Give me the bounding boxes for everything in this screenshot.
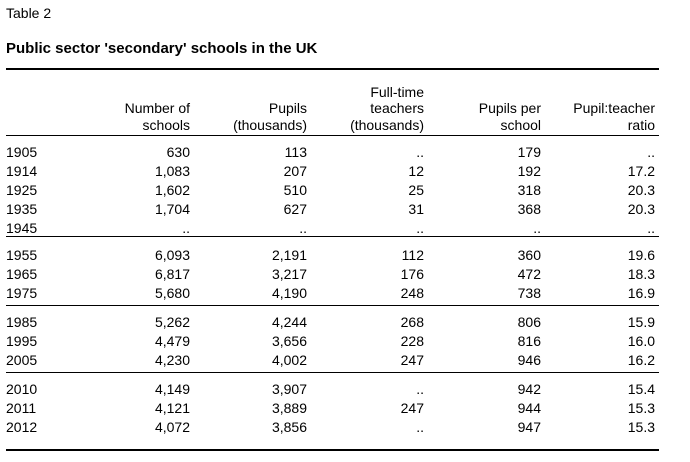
value-cell: 627 [283,201,307,217]
value-cell: 16.2 [627,352,655,368]
value-cell: 630 [166,144,190,160]
top-rule [6,68,659,70]
year-cell: 1945 [6,220,38,236]
value-cell: 25 [408,182,424,198]
value-cell: 944 [517,400,541,416]
value-cell: 738 [517,285,541,301]
year-cell: 1914 [6,163,38,179]
header-line: Full-time [370,83,424,100]
year-cell: 1965 [6,266,38,282]
value-cell: 4,479 [154,333,190,349]
value-cell: 6,817 [154,266,190,282]
year-cell: 1935 [6,201,38,217]
year-cell: 1925 [6,182,38,198]
value-cell: .. [416,220,424,236]
bottom-rule [6,449,659,451]
header-pupils-per-school [431,81,541,133]
value-cell: 4,244 [271,314,307,330]
header-line: school [500,116,541,133]
header-line: teachers [370,100,424,116]
header-line: (thousands) [233,116,307,133]
header-full-time-teachers [314,81,424,133]
value-cell: 1,704 [154,201,190,217]
table-label: Table 2 [6,5,52,21]
header-pupil-teacher-ratio [545,81,655,133]
value-cell: 112 [401,247,424,263]
value-cell: 947 [517,419,541,435]
value-cell: 20.3 [627,201,655,217]
value-cell: 816 [517,333,541,349]
group-divider [6,372,659,373]
value-cell: 247 [400,400,424,416]
header-line: (thousands) [350,116,424,133]
value-cell: 19.6 [627,247,655,263]
value-cell: .. [533,220,541,236]
value-cell: .. [299,220,307,236]
value-cell: 17.2 [627,163,655,179]
year-cell: 2010 [6,381,38,397]
value-cell: 1,602 [154,182,190,198]
value-cell: 472 [517,266,541,282]
value-cell: .. [647,144,655,160]
value-cell: 4,149 [154,381,190,397]
value-cell: 113 [284,144,307,160]
value-cell: 4,230 [154,352,190,368]
value-cell: 6,093 [154,247,190,263]
value-cell: 806 [517,314,541,330]
value-cell: 248 [400,285,424,301]
value-cell: 192 [517,163,541,179]
value-cell: 946 [517,352,541,368]
header-line: Number of [124,100,190,116]
year-cell: 2011 [6,400,37,416]
value-cell: 15.3 [627,400,655,416]
value-cell: 3,656 [271,333,307,349]
value-cell: 510 [283,182,307,198]
value-cell: .. [182,220,190,236]
year-cell: 1995 [6,333,38,349]
value-cell: 4,002 [271,352,307,368]
value-cell: 179 [517,144,541,160]
value-cell: 20.3 [627,182,655,198]
year-cell: 1955 [6,247,38,263]
value-cell: 5,262 [154,314,190,330]
value-cell: 12 [408,163,424,179]
header-number-of-schools [80,81,190,133]
value-cell: 4,121 [154,400,190,416]
value-cell: 31 [408,201,424,217]
value-cell: .. [416,419,424,435]
value-cell: 15.4 [627,381,655,397]
value-cell: .. [647,220,655,236]
year-cell: 1905 [6,144,38,160]
value-cell: 5,680 [154,285,190,301]
value-cell: 247 [400,352,424,368]
table-title: Public sector 'secondary' schools in the UK [6,40,318,57]
value-cell: 3,889 [271,400,307,416]
year-cell: 2012 [6,419,38,435]
value-cell: 2,191 [271,247,307,263]
header-rule [6,135,659,136]
value-cell: 3,907 [271,381,307,397]
value-cell: 942 [517,381,541,397]
value-cell: 18.3 [627,266,655,282]
value-cell: 176 [400,266,424,282]
value-cell: 360 [517,247,541,263]
value-cell: 3,217 [271,266,307,282]
value-cell: 318 [517,182,541,198]
value-cell: 15.9 [627,314,655,330]
value-cell: .. [416,381,424,397]
value-cell: 4,072 [154,419,190,435]
value-cell: 15.3 [627,419,655,435]
value-cell: 368 [517,201,541,217]
header-line: Pupil:teacher [573,100,655,116]
header-line: Pupils per [478,100,541,116]
year-cell: 1975 [6,285,38,301]
header-line: ratio [627,116,655,133]
group-divider [6,305,659,306]
value-cell: 228 [400,333,424,349]
value-cell: 207 [283,163,307,179]
value-cell: 4,190 [271,285,307,301]
header-pupils [197,81,307,133]
value-cell: 16.9 [627,285,655,301]
value-cell: 3,856 [271,419,307,435]
value-cell: .. [416,144,424,160]
header-line: Pupils [268,100,307,116]
value-cell: 1,083 [154,163,190,179]
value-cell: 16.0 [627,333,655,349]
value-cell: 268 [400,314,424,330]
header-line: schools [142,116,190,133]
year-cell: 2005 [6,352,38,368]
year-cell: 1985 [6,314,38,330]
